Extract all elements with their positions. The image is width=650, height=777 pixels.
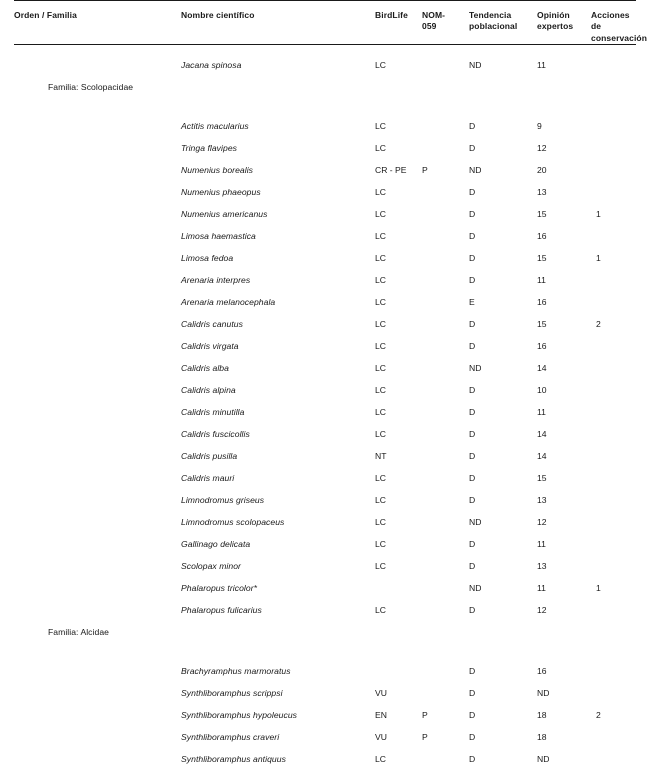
cell-orden-familia [14,298,181,320]
cell-birdlife: LC [375,363,386,374]
cell-acciones-conservacion [591,188,636,210]
table-row [14,689,636,711]
cell-orden-familia [14,386,181,408]
cell-tendencia-poblacional: D [469,451,476,462]
cell-nom-059: P [422,732,428,743]
cell-acciones-conservacion [591,733,636,755]
cell-acciones-conservacion [591,364,636,386]
cell-nom-059 [422,298,469,320]
column-header-birdlife [375,1,422,45]
cell-orden-familia [14,606,181,628]
cell-tendencia-poblacional: D [469,666,476,677]
cell-birdlife: LC [375,561,386,572]
cell-opinion-expertos: 18 [537,732,547,743]
cell-opinion-expertos: 11 [537,583,546,594]
cell-tendencia-poblacional: D [469,732,476,743]
cell-nombre-cientifico: Synthliboramphus craveri [181,732,280,743]
cell-nom-059 [422,342,469,364]
table-row [14,276,636,298]
cell-birdlife: LC [375,429,386,440]
cell-orden-familia [14,45,181,84]
cell-nombre-cientifico: Calidris alba [181,363,229,374]
cell-nom-059: P [422,710,428,721]
cell-birdlife: LC [375,517,386,528]
cell-acciones-conservacion: 2 [596,319,601,330]
cell-nombre-cientifico: Calidris mauri [181,473,235,484]
cell-opinion-expertos: 15 [537,473,547,484]
cell-tendencia-poblacional: D [469,539,476,550]
cell-acciones-conservacion [591,562,636,584]
table-row [14,45,636,84]
cell-birdlife: LC [375,605,386,616]
cell-birdlife: EN [375,710,387,721]
table-header [14,1,648,45]
cell-acciones-conservacion [591,650,636,667]
cell-tendencia-poblacional [469,105,537,122]
cell-orden-familia [14,105,181,122]
cell-opinion-expertos: 13 [537,561,547,572]
cell-orden-familia [14,408,181,430]
cell-nombre-cientifico: Phalaropus tricolor* [181,583,257,594]
cell-opinion-expertos: 14 [537,429,547,440]
cell-nombre-cientifico: Phalaropus fulicarius [181,605,262,616]
cell-acciones-conservacion [591,144,636,166]
spacer-row [14,105,636,122]
cell-nom-059: P [422,165,428,176]
cell-nombre-cientifico: Limosa haemastica [181,231,256,242]
cell-birdlife: LC [375,319,386,330]
cell-acciones-conservacion [591,105,636,122]
cell-acciones-conservacion [591,606,636,628]
cell-nom-059 [422,210,469,232]
column-header-acciones-conservacion [591,1,648,45]
column-header-line: NOM- [422,10,446,20]
cell-acciones-conservacion [591,232,636,254]
column-header-line: BirdLife [375,10,408,20]
cell-tendencia-poblacional: D [469,121,476,132]
cell-tendencia-poblacional: D [469,495,476,506]
cell-orden-familia [14,711,181,733]
cell-nom-059 [422,650,469,667]
cell-nom-059 [422,45,469,84]
cell-nombre-cientifico: Synthliboramphus scrippsi [181,688,283,699]
table-row [14,562,636,584]
cell-nombre-cientifico: Calidris pusilla [181,451,238,462]
cell-opinion-expertos: 16 [537,231,547,242]
cell-orden-familia [14,452,181,474]
cell-opinion-expertos: 11 [537,275,546,286]
cell-acciones-conservacion [591,83,636,105]
cell-nom-059 [422,689,469,711]
table-row [14,166,636,188]
cell-tendencia-poblacional: E [469,297,475,308]
cell-orden-familia [14,667,181,689]
cell-nombre-cientifico: Synthliboramphus antiquus [181,754,286,765]
cell-acciones-conservacion [591,474,636,496]
cell-orden-familia [14,755,181,777]
cell-birdlife: LC [375,473,386,484]
cell-acciones-conservacion [591,342,636,364]
table-row [14,496,636,518]
column-header-line: poblacional [469,21,518,32]
species-table [14,0,648,777]
cell-nom-059 [422,276,469,298]
cell-tendencia-poblacional [469,83,537,105]
column-header-line: expertos [537,21,574,32]
cell-tendencia-poblacional: D [469,688,476,699]
cell-orden-familia [14,188,181,210]
cell-birdlife: LC [375,539,386,550]
cell-birdlife: LC [375,231,386,242]
cell-acciones-conservacion: 1 [596,583,601,594]
cell-tendencia-poblacional: D [469,385,476,396]
cell-orden-familia [14,254,181,276]
table-row [14,386,636,408]
table-row [14,452,636,474]
cell-acciones-conservacion [591,45,636,84]
cell-tendencia-poblacional: D [469,143,476,154]
cell-tendencia-poblacional: D [469,754,476,765]
cell-orden-familia [14,122,181,144]
cell-opinion-expertos: 11 [537,407,546,418]
cell-birdlife: LC [375,407,386,418]
cell-tendencia-poblacional: D [469,187,476,198]
cell-nom-059 [422,364,469,386]
cell-nom-059 [422,105,469,122]
column-header-line: Opinión [537,10,570,20]
cell-opinion-expertos: 14 [537,363,547,374]
cell-tendencia-poblacional: D [469,341,476,352]
cell-opinion-expertos: 10 [537,385,547,396]
cell-opinion-expertos: 16 [537,297,547,308]
cell-nom-059 [422,320,469,342]
cell-acciones-conservacion: 2 [596,710,601,721]
cell-orden-familia [14,733,181,755]
cell-orden-familia [14,650,181,667]
cell-acciones-conservacion [591,298,636,320]
cell-acciones-conservacion [591,496,636,518]
table-row [14,711,636,733]
cell-nom-059 [422,584,469,606]
cell-tendencia-poblacional [469,628,537,650]
table-header-row [14,1,636,45]
cell-tendencia-poblacional: ND [469,363,482,374]
cell-nombre-cientifico: Numenius americanus [181,209,268,220]
cell-orden-familia [14,232,181,254]
cell-birdlife [375,628,422,650]
column-header-orden-familia [14,1,181,45]
cell-nombre-cientifico: Jacana spinosa [181,60,242,71]
column-header-line: conservación [591,32,648,43]
cell-nom-059 [422,474,469,496]
cell-nombre-cientifico: Arenaria melanocephala [181,297,276,308]
cell-acciones-conservacion: 1 [596,253,601,264]
cell-opinion-expertos: 16 [537,341,547,352]
table-body [14,45,636,777]
cell-birdlife: LC [375,341,386,352]
cell-nombre-cientifico: Tringa flavipes [181,143,237,154]
cell-tendencia-poblacional: ND [469,60,482,71]
table-row [14,122,636,144]
cell-orden-familia [14,364,181,386]
cell-acciones-conservacion [591,518,636,540]
cell-acciones-conservacion [591,667,636,689]
cell-opinion-expertos: 18 [537,710,547,721]
cell-tendencia-poblacional [469,650,537,667]
cell-opinion-expertos [537,650,591,667]
cell-acciones-conservacion [591,430,636,452]
cell-nombre-cientifico: Arenaria interpres [181,275,251,286]
cell-nom-059 [422,144,469,166]
table-row [14,342,636,364]
cell-birdlife: LC [375,209,386,220]
cell-birdlife: LC [375,60,386,71]
cell-nom-059 [422,188,469,210]
table-row [14,474,636,496]
cell-birdlife: NT [375,451,387,462]
table-row [14,733,636,755]
column-header-line: Nombre científico [181,10,255,20]
cell-opinion-expertos: 12 [537,517,547,528]
cell-birdlife: CR - PE [375,165,407,176]
cell-nom-059 [422,386,469,408]
cell-nom-059 [422,628,469,650]
cell-opinion-expertos: 16 [537,666,547,677]
cell-orden-familia [14,166,181,188]
cell-nombre-cientifico: Calidris minutilla [181,407,245,418]
cell-birdlife: LC [375,187,386,198]
cell-orden-familia [14,144,181,166]
cell-orden-familia [14,430,181,452]
cell-orden-familia [14,276,181,298]
cell-nombre-cientifico: Limnodromus scolopaceus [181,517,285,528]
cell-nombre-cientifico: Calidris fuscicollis [181,429,250,440]
cell-nombre-cientifico: Numenius borealis [181,165,254,176]
table-row [14,364,636,386]
cell-birdlife: LC [375,253,386,264]
cell-opinion-expertos: 15 [537,253,547,264]
cell-nombre-cientifico: Synthliboramphus hypoleucus [181,710,298,721]
cell-orden-familia: Familia: Scolopacidae [48,82,134,93]
cell-acciones-conservacion [591,755,636,777]
cell-orden-familia [14,342,181,364]
cell-orden-familia [14,584,181,606]
cell-acciones-conservacion [591,276,636,298]
cell-opinion-expertos: 11 [537,60,546,71]
family-group-row [14,83,636,105]
cell-acciones-conservacion [591,386,636,408]
table-row [14,518,636,540]
cell-nombre-cientifico: Actitis macularius [181,121,249,132]
cell-nombre-cientifico: Calidris virgata [181,341,239,352]
cell-tendencia-poblacional: D [469,253,476,264]
cell-tendencia-poblacional: ND [469,517,482,528]
cell-birdlife: LC [375,495,386,506]
table-row [14,755,636,777]
cell-orden-familia [14,320,181,342]
table-row [14,408,636,430]
cell-birdlife: LC [375,275,386,286]
cell-opinion-expertos: 11 [537,539,546,550]
cell-acciones-conservacion [591,540,636,562]
table-row [14,254,636,276]
cell-birdlife [375,650,422,667]
cell-tendencia-poblacional: D [469,231,476,242]
cell-opinion-expertos: 15 [537,319,547,330]
cell-nom-059 [422,755,469,777]
family-group-row [14,628,636,650]
cell-birdlife: VU [375,688,387,699]
column-header-line: 059 [422,21,437,32]
table-row [14,210,636,232]
cell-acciones-conservacion [591,166,636,188]
cell-tendencia-poblacional: D [469,275,476,286]
cell-orden-familia [14,540,181,562]
cell-birdlife: LC [375,754,386,765]
column-header-line: Orden / Familia [14,10,77,20]
column-header-opinion-expertos [537,1,591,45]
cell-tendencia-poblacional: D [469,209,476,220]
cell-opinion-expertos [537,105,591,122]
cell-opinion-expertos: 20 [537,165,547,176]
cell-tendencia-poblacional: D [469,319,476,330]
cell-nom-059 [422,562,469,584]
cell-nom-059 [422,254,469,276]
cell-tendencia-poblacional: D [469,407,476,418]
table-row [14,430,636,452]
cell-opinion-expertos [537,83,591,105]
cell-opinion-expertos: 14 [537,451,547,462]
cell-nombre-cientifico [181,628,375,650]
cell-nombre-cientifico [181,650,375,667]
column-header-nombre-cientifico [181,1,375,45]
cell-birdlife: LC [375,121,386,132]
cell-nom-059 [422,122,469,144]
cell-opinion-expertos: 9 [537,121,542,132]
spacer-row [14,650,636,667]
cell-nombre-cientifico: Calidris canutus [181,319,243,330]
cell-opinion-expertos: 13 [537,187,547,198]
cell-birdlife: LC [375,385,386,396]
cell-nom-059 [422,667,469,689]
table-row [14,188,636,210]
cell-tendencia-poblacional: ND [469,165,482,176]
cell-nombre-cientifico [181,83,375,105]
cell-tendencia-poblacional: D [469,429,476,440]
cell-birdlife [375,83,422,105]
cell-acciones-conservacion: 1 [596,209,601,220]
table-row [14,584,636,606]
cell-nom-059 [422,518,469,540]
cell-nom-059 [422,408,469,430]
cell-nombre-cientifico: Scolopax minor [181,561,241,572]
cell-tendencia-poblacional: D [469,561,476,572]
column-header-nom-059 [422,1,469,45]
cell-orden-familia [14,496,181,518]
cell-orden-familia [14,562,181,584]
cell-acciones-conservacion [591,628,636,650]
cell-nom-059 [422,496,469,518]
cell-nombre-cientifico: Calidris alpina [181,385,236,396]
cell-nombre-cientifico: Limosa fedoa [181,253,234,264]
cell-nom-059 [422,232,469,254]
cell-tendencia-poblacional: D [469,473,476,484]
cell-acciones-conservacion [591,452,636,474]
cell-acciones-conservacion [591,122,636,144]
cell-nom-059 [422,540,469,562]
cell-opinion-expertos: 12 [537,143,547,154]
cell-birdlife: LC [375,143,386,154]
cell-opinion-expertos: ND [537,688,550,699]
cell-birdlife: LC [375,297,386,308]
cell-nom-059 [422,83,469,105]
cell-opinion-expertos: ND [537,754,550,765]
table-row [14,667,636,689]
cell-nom-059 [422,606,469,628]
table-row [14,298,636,320]
cell-nom-059 [422,452,469,474]
cell-orden-familia [14,474,181,496]
table-row [14,606,636,628]
cell-nombre-cientifico: Numenius phaeopus [181,187,261,198]
table-row [14,144,636,166]
cell-tendencia-poblacional: D [469,605,476,616]
table-row [14,232,636,254]
cell-nombre-cientifico: Gallinago delicata [181,539,251,550]
cell-acciones-conservacion [591,408,636,430]
cell-nom-059 [422,430,469,452]
cell-nombre-cientifico [181,105,375,122]
cell-birdlife [375,584,422,606]
cell-orden-familia: Familia: Alcidae [48,627,109,638]
cell-birdlife: VU [375,732,387,743]
cell-orden-familia [14,210,181,232]
column-header-tendencia-poblacional [469,1,537,45]
cell-nombre-cientifico: Limnodromus griseus [181,495,265,506]
cell-nombre-cientifico: Brachyramphus marmoratus [181,666,291,677]
cell-birdlife [375,667,422,689]
cell-tendencia-poblacional: ND [469,583,482,594]
table-row [14,540,636,562]
cell-opinion-expertos [537,628,591,650]
column-header-line: Tendencia [469,10,512,20]
cell-birdlife [375,105,422,122]
cell-opinion-expertos: 12 [537,605,547,616]
cell-orden-familia [14,518,181,540]
column-header-line: Acciones de [591,10,630,32]
cell-acciones-conservacion [591,689,636,711]
cell-tendencia-poblacional: D [469,710,476,721]
cell-opinion-expertos: 15 [537,209,547,220]
table-row [14,320,636,342]
cell-opinion-expertos: 13 [537,495,547,506]
cell-orden-familia [14,689,181,711]
